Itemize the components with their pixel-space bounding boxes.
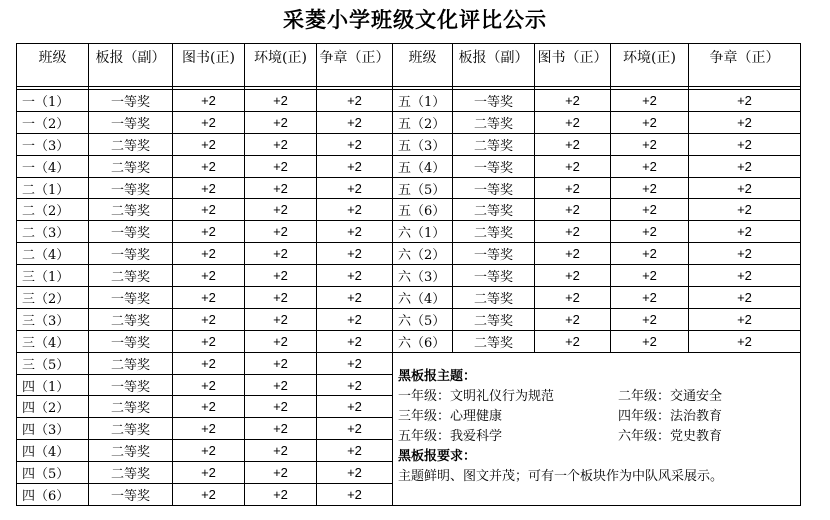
- table-row: [17, 221, 801, 243]
- theme-row: [398, 427, 792, 447]
- board-award-cell: 一等奖: [89, 243, 173, 265]
- score-cell: +2: [611, 287, 689, 309]
- score-cell: +2: [245, 221, 317, 243]
- table-row: [17, 243, 801, 265]
- score-cell: +2: [173, 484, 245, 506]
- score-cell: +2: [245, 287, 317, 309]
- class-name-cell: 三（5）: [17, 352, 89, 374]
- header-row: [17, 44, 801, 87]
- score-cell: +2: [317, 133, 393, 155]
- score-cell: +2: [245, 396, 317, 418]
- board-award-cell: 一等奖: [89, 484, 173, 506]
- score-cell: +2: [317, 308, 393, 330]
- score-cell: +2: [689, 221, 801, 243]
- class-name-cell: 二（4）: [17, 243, 89, 265]
- score-cell: +2: [535, 265, 611, 287]
- score-cell: +2: [245, 265, 317, 287]
- theme-item: 六年级：党史教育: [618, 428, 723, 444]
- board-award-cell: 二等奖: [453, 308, 535, 330]
- score-cell: +2: [535, 199, 611, 221]
- score-cell: +2: [611, 308, 689, 330]
- score-cell: +2: [611, 221, 689, 243]
- class-name-cell: 二（2）: [17, 199, 89, 221]
- score-cell: +2: [689, 330, 801, 352]
- score-cell: +2: [611, 330, 689, 352]
- score-cell: +2: [245, 330, 317, 352]
- score-cell: +2: [535, 308, 611, 330]
- class-name-cell: 四（3）: [17, 418, 89, 440]
- theme-item: 三年级：心理健康: [398, 408, 503, 424]
- column-header: 班级: [17, 44, 89, 87]
- score-cell: +2: [173, 155, 245, 177]
- score-cell: +2: [611, 177, 689, 199]
- score-cell: +2: [245, 462, 317, 484]
- class-name-cell: 三（3）: [17, 308, 89, 330]
- table-row: [17, 330, 801, 352]
- score-cell: +2: [535, 155, 611, 177]
- board-award-cell: 二等奖: [89, 265, 173, 287]
- board-award-cell: 二等奖: [89, 352, 173, 374]
- score-cell: +2: [245, 374, 317, 396]
- page-title: 采菱小学班级文化评比公示: [283, 7, 547, 32]
- column-header: 争章（正）: [317, 44, 393, 87]
- score-cell: +2: [535, 221, 611, 243]
- score-cell: +2: [245, 440, 317, 462]
- board-award-cell: 二等奖: [453, 221, 535, 243]
- score-cell: +2: [317, 265, 393, 287]
- column-header: 争章（正）: [689, 44, 801, 87]
- class-name-cell: 四（4）: [17, 440, 89, 462]
- column-header: 图书（正）: [535, 44, 611, 87]
- board-award-cell: 二等奖: [89, 462, 173, 484]
- score-cell: +2: [245, 199, 317, 221]
- score-cell: +2: [317, 418, 393, 440]
- score-cell: +2: [245, 352, 317, 374]
- board-award-cell: 一等奖: [453, 90, 535, 112]
- table-row: [17, 177, 801, 199]
- table-row: [17, 308, 801, 330]
- score-cell: +2: [173, 440, 245, 462]
- board-award-cell: 二等奖: [453, 199, 535, 221]
- class-name-cell: 三（1）: [17, 265, 89, 287]
- score-cell: +2: [245, 418, 317, 440]
- score-cell: +2: [317, 462, 393, 484]
- board-award-cell: 二等奖: [453, 111, 535, 133]
- class-name-cell: 五（3）: [393, 133, 453, 155]
- score-cell: +2: [535, 287, 611, 309]
- table-row: [17, 111, 801, 133]
- score-cell: +2: [611, 243, 689, 265]
- class-name-cell: 六（4）: [393, 287, 453, 309]
- score-cell: +2: [245, 111, 317, 133]
- class-name-cell: 五（1）: [393, 90, 453, 112]
- score-cell: +2: [173, 90, 245, 112]
- score-cell: +2: [317, 352, 393, 374]
- class-name-cell: 四（1）: [17, 374, 89, 396]
- score-cell: +2: [317, 374, 393, 396]
- column-header: 板报（副）: [453, 44, 535, 87]
- score-cell: +2: [317, 90, 393, 112]
- board-award-cell: 二等奖: [453, 133, 535, 155]
- class-name-cell: 五（4）: [393, 155, 453, 177]
- score-cell: +2: [173, 418, 245, 440]
- theme-row: [398, 407, 792, 427]
- board-award-cell: 一等奖: [89, 111, 173, 133]
- board-award-cell: 二等奖: [453, 330, 535, 352]
- class-name-cell: 三（4）: [17, 330, 89, 352]
- score-cell: +2: [173, 111, 245, 133]
- score-cell: +2: [173, 199, 245, 221]
- score-cell: +2: [173, 265, 245, 287]
- class-name-cell: 四（2）: [17, 396, 89, 418]
- score-cell: +2: [535, 243, 611, 265]
- score-cell: +2: [245, 133, 317, 155]
- score-cell: +2: [173, 133, 245, 155]
- class-name-cell: 一（1）: [17, 90, 89, 112]
- column-header: 图书(正): [173, 44, 245, 87]
- score-cell: +2: [173, 352, 245, 374]
- class-name-cell: 五（5）: [393, 177, 453, 199]
- column-header: 环境(正): [611, 44, 689, 87]
- score-cell: +2: [689, 308, 801, 330]
- score-cell: +2: [689, 133, 801, 155]
- score-cell: +2: [317, 199, 393, 221]
- score-cell: +2: [689, 265, 801, 287]
- column-header: 班级: [393, 44, 453, 87]
- score-cell: +2: [173, 396, 245, 418]
- score-cell: +2: [689, 243, 801, 265]
- score-cell: +2: [245, 243, 317, 265]
- class-name-cell: 二（3）: [17, 221, 89, 243]
- score-cell: +2: [689, 90, 801, 112]
- score-cell: +2: [317, 243, 393, 265]
- class-name-cell: 四（6）: [17, 484, 89, 506]
- theme-item: 一年级：文明礼仪行为规范: [398, 388, 555, 404]
- class-name-cell: 四（5）: [17, 462, 89, 484]
- score-cell: +2: [611, 90, 689, 112]
- score-cell: +2: [535, 90, 611, 112]
- score-cell: +2: [689, 287, 801, 309]
- score-cell: +2: [317, 287, 393, 309]
- score-cell: +2: [317, 440, 393, 462]
- table-row: [17, 287, 801, 309]
- table-row: [17, 199, 801, 221]
- score-cell: +2: [173, 287, 245, 309]
- table-row: [17, 155, 801, 177]
- notes-panel: [393, 352, 801, 505]
- score-cell: +2: [317, 111, 393, 133]
- class-name-cell: 一（3）: [17, 133, 89, 155]
- score-cell: +2: [535, 177, 611, 199]
- score-cell: +2: [689, 177, 801, 199]
- class-name-cell: 六（6）: [393, 330, 453, 352]
- board-award-cell: 一等奖: [453, 155, 535, 177]
- score-cell: +2: [317, 177, 393, 199]
- board-award-cell: 二等奖: [89, 418, 173, 440]
- score-cell: +2: [245, 155, 317, 177]
- score-cell: +2: [173, 462, 245, 484]
- theme-item: 二年级：交通安全: [618, 388, 723, 404]
- board-award-cell: 一等奖: [89, 221, 173, 243]
- theme-heading: 黑板报主题：: [398, 368, 477, 384]
- score-cell: +2: [173, 243, 245, 265]
- class-name-cell: 六（2）: [393, 243, 453, 265]
- score-cell: +2: [611, 155, 689, 177]
- table-row: [17, 90, 801, 112]
- board-award-cell: 二等奖: [89, 133, 173, 155]
- score-cell: +2: [173, 308, 245, 330]
- table-row: [17, 352, 801, 374]
- score-cell: +2: [535, 111, 611, 133]
- board-award-cell: 二等奖: [89, 396, 173, 418]
- score-cell: +2: [535, 330, 611, 352]
- requirement-heading: 黑板报要求：: [398, 448, 477, 464]
- score-cell: +2: [245, 90, 317, 112]
- board-award-cell: 二等奖: [89, 155, 173, 177]
- score-cell: +2: [245, 308, 317, 330]
- score-cell: +2: [611, 199, 689, 221]
- score-cell: +2: [689, 111, 801, 133]
- score-cell: +2: [611, 111, 689, 133]
- class-name-cell: 一（2）: [17, 111, 89, 133]
- column-header: 板报（副）: [89, 44, 173, 87]
- score-cell: +2: [611, 133, 689, 155]
- column-header: 环境(正): [245, 44, 317, 87]
- class-name-cell: 五（6）: [393, 199, 453, 221]
- requirement-text: 主题鲜明、图文并茂；可有一个板块作为中队风采展示。: [398, 468, 724, 484]
- score-cell: +2: [245, 177, 317, 199]
- board-award-cell: 一等奖: [89, 374, 173, 396]
- board-award-cell: 二等奖: [89, 308, 173, 330]
- board-award-cell: 一等奖: [89, 287, 173, 309]
- score-cell: +2: [173, 374, 245, 396]
- score-cell: +2: [245, 484, 317, 506]
- board-award-cell: 一等奖: [453, 265, 535, 287]
- board-award-cell: 二等奖: [89, 199, 173, 221]
- class-name-cell: 五（2）: [393, 111, 453, 133]
- board-award-cell: 一等奖: [453, 243, 535, 265]
- table-row: [17, 133, 801, 155]
- theme-item: 五年级：我爱科学: [398, 428, 503, 444]
- board-award-cell: 二等奖: [89, 440, 173, 462]
- class-name-cell: 一（4）: [17, 155, 89, 177]
- board-award-cell: 一等奖: [453, 177, 535, 199]
- class-name-cell: 六（3）: [393, 265, 453, 287]
- score-cell: +2: [317, 396, 393, 418]
- score-cell: +2: [317, 330, 393, 352]
- class-name-cell: 六（1）: [393, 221, 453, 243]
- score-cell: +2: [611, 265, 689, 287]
- theme-row: [398, 387, 792, 407]
- class-name-cell: 六（5）: [393, 308, 453, 330]
- score-cell: +2: [689, 199, 801, 221]
- theme-item: 四年级：法治教育: [618, 408, 723, 424]
- board-award-cell: 二等奖: [453, 287, 535, 309]
- class-name-cell: 三（2）: [17, 287, 89, 309]
- score-cell: +2: [317, 155, 393, 177]
- evaluation-table: [16, 43, 801, 506]
- board-award-cell: 一等奖: [89, 177, 173, 199]
- score-cell: +2: [173, 221, 245, 243]
- score-cell: +2: [317, 221, 393, 243]
- score-cell: +2: [689, 155, 801, 177]
- table-row: [17, 265, 801, 287]
- board-award-cell: 一等奖: [89, 330, 173, 352]
- score-cell: +2: [535, 133, 611, 155]
- score-cell: +2: [317, 484, 393, 506]
- class-name-cell: 二（1）: [17, 177, 89, 199]
- score-cell: +2: [173, 177, 245, 199]
- board-award-cell: 一等奖: [89, 90, 173, 112]
- score-cell: +2: [173, 330, 245, 352]
